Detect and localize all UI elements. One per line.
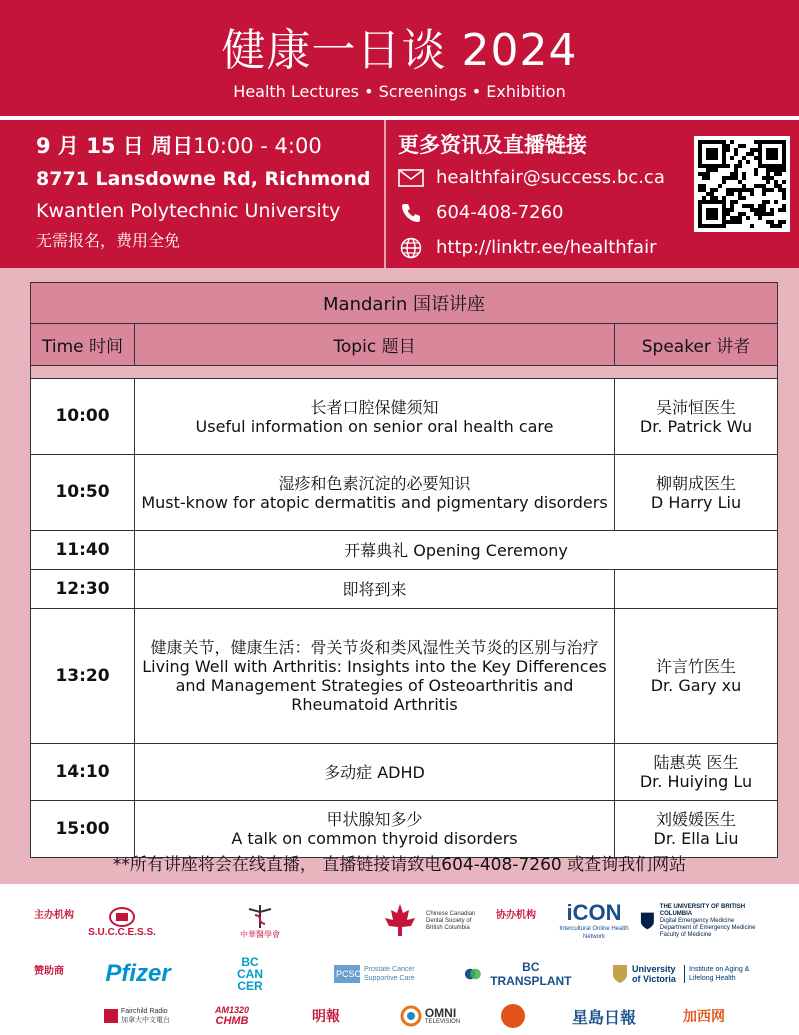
fairchild-zh: 加拿大中文電台 [121,1017,170,1024]
speaker-cell [615,609,778,744]
sponsor-area [0,884,799,1035]
uvic-crest-icon [612,964,628,984]
speaker-cell [615,744,778,801]
speaker-en: Dr. Huiying Lu [639,772,753,791]
omni-tv: TELEVISION [424,1018,461,1025]
speaker-cell [615,455,778,531]
caduceus-icon [245,903,275,929]
event-title: 健康一日谈 2024 [221,25,578,76]
pfizer-name: Pfizer [105,960,171,987]
chinese-medical-society-logo [228,898,292,944]
event-info [0,120,799,268]
bc-transplant-name: BC TRANSPLANT [490,960,572,988]
topic-zh: 湿疹和色素沉淀的必要知识 [278,473,471,493]
pcsc-mark: PCSC [334,965,360,983]
website-contact[interactable] [398,230,688,265]
table-row [31,570,778,609]
more-info-title: 更多资讯及直播链接 [398,133,587,157]
event-date: 9 月 15 日 周日 [36,134,194,158]
cms-name: 中華醫學會 [240,929,280,939]
bc-transplant-logo [464,960,576,988]
speaker-en: Dr. Gary xu [650,676,742,695]
speaker-cell [615,379,778,455]
dental-society-logo [380,898,490,944]
livestream-note: **所有讲座将会在线直播， 直播链接请致电604-408-7260 或查询我们网站 [112,855,687,875]
time-cell: 10:00 [31,379,135,455]
table-row [31,531,778,570]
topic-cell [135,609,615,744]
table-row [31,379,778,455]
bc-cancer-name: BC CAN CER [237,955,263,993]
jiaxi-logo [676,1002,732,1030]
speaker-cell [615,570,778,609]
ubc-text [660,904,770,939]
icon-network-logo [558,898,630,944]
speaker-zh: 吴沛恒医生 [656,397,737,417]
event-address: 8771 Lansdowne Rd, Richmond [36,168,371,190]
speaker-zh: 许言竹医生 [656,657,737,676]
topic-zh: 健康关节，健康生活：骨关节炎和类风湿性关节炎的区别与治疗 [150,638,599,657]
speaker-en: D Harry Liu [650,492,742,512]
pcsc-name: Prostate Cancer Supportive Care [364,966,415,982]
table-caption-row [31,283,778,324]
speaker-zh: 陆惠英 医生 [653,753,739,772]
sing-tao-logo [568,1002,640,1030]
time-cell: 12:30 [31,570,135,609]
email-link[interactable]: healthfair@success.bc.ca [436,167,665,188]
dental-society-name: Chinese Canadian Dental Society of British Columbia [426,910,476,931]
pcsc-logo [334,960,444,988]
topic-cell: 即将到来 [135,570,615,609]
time-cell: 10:50 [31,455,135,531]
topic-en: Living Well with Arthritis: Insights into the Key Differences and Management Strategies of Osteoarthritis and Rheumatoid Arthritis [142,657,607,714]
ubc-logo [640,898,770,944]
fairchild-text [121,1007,170,1025]
email-contact[interactable] [398,160,688,195]
success-logo [82,900,162,944]
topic-en: A talk on common thyroid disorders [231,829,518,848]
omni-icon [400,1005,422,1027]
ubc-unit: Digital Emergency Medicine [659,917,735,924]
info-divider [384,120,386,268]
table-row [31,609,778,744]
omni-logo [390,1002,470,1030]
qr-code-icon[interactable] [694,136,790,232]
event-subtitle: Health Lectures • Screenings • Exhibition [233,82,566,101]
speaker-zh: 柳朝成医生 [656,473,737,493]
bc-cancer-logo [226,952,274,996]
icon-wordmark: iCON [566,900,622,925]
speaker-en: Dr. Patrick Wu [639,416,753,436]
phone-number[interactable]: 604-408-7260 [436,202,564,223]
omni-text [425,1007,460,1026]
omni-name: OMNI [424,1005,457,1020]
co-organizer-label: 协办机构 [496,910,536,921]
speaker-en: Dr. Ella Liu [653,829,739,848]
success-emblem-icon [109,907,135,927]
fairchild-radio-logo [104,1002,190,1030]
ming-pao-logo [302,1002,350,1030]
am1320-logo [204,1000,260,1032]
success-name: S.U.C.C.E.S.S. [88,926,156,938]
column-header-time: Time 时间 [31,324,135,366]
event-date-time [36,132,370,160]
maple-leaf-icon [380,901,420,941]
topic-en: Must-know for atopic dermatitis and pigmentary disorders [141,492,608,512]
table-caption: Mandarin 国语讲座 [31,283,778,324]
topic-cell [135,801,615,858]
media-badge-icon [500,1003,526,1029]
table-row [31,744,778,801]
event-time: 10:00 - 4:00 [193,134,322,158]
website-link[interactable]: http://linktr.ee/healthfair [436,237,657,258]
registration-note: 无需报名，费用全免 [36,231,181,250]
organizer-label: 主办机构 [34,910,74,921]
time-cell: 15:00 [31,801,135,858]
time-cell: 14:10 [31,744,135,801]
am1320-name: AM1320 [214,1004,250,1015]
topic-cell: 多动症 ADHD [135,744,615,801]
event-venue: Kwantlen Polytechnic University [36,200,341,222]
ubc-name: THE UNIVERSITY OF BRITISH COLUMBIA [659,903,746,917]
fairchild-name: Fairchild Radio [121,1008,168,1015]
uvic-institute: Institute on Aging & Lifelong Health [684,965,768,983]
topic-zh: 长者口腔保健须知 [310,397,439,417]
table-header-row [31,324,778,366]
globe-icon [398,237,424,259]
time-cell: 13:20 [31,609,135,744]
ming-pao-name: 明報 [312,1008,340,1024]
table-row [31,801,778,858]
spacer-cell [31,366,778,379]
mail-icon [398,167,424,189]
fairchild-icon [104,1009,118,1023]
table-row [31,455,778,531]
speaker-zh: 刘媛媛医生 [656,810,737,829]
topic-cell: 开幕典礼 Opening Ceremony [135,531,778,570]
time-cell: 11:40 [31,531,135,570]
pfizer-logo [92,956,184,992]
topic-zh: 甲状腺知多少 [326,810,423,829]
ubc-faculty: Faculty of Medicine [659,931,712,938]
topic-cell [135,455,615,531]
column-header-topic: Topic 题目 [135,324,615,366]
speaker-cell [615,801,778,858]
event-header [0,0,799,116]
sponsor-label: 赞助商 [34,966,64,977]
jiaxi-name: 加西网 [683,1008,725,1024]
chmb-name: CHMB [215,1014,249,1027]
topic-cell [135,379,615,455]
bc-transplant-icon [464,964,482,984]
contact-block [398,130,688,265]
uvic-logo [612,958,772,990]
sing-tao-name: 星島日報 [571,1009,636,1027]
lecture-schedule-table [30,282,778,858]
media-badge-logo [498,1002,528,1030]
uvic-name: University of Victoria [632,964,676,984]
event-details [36,132,370,252]
icon-tagline: Intercultural Online Health Network [559,926,629,940]
topic-en: Useful information on senior oral health care [195,416,554,436]
column-header-speaker: Speaker 讲者 [615,324,778,366]
ubc-crest-icon [640,911,655,931]
phone-contact[interactable] [398,195,688,230]
ubc-department: Department of Emergency Medicine [659,924,756,931]
table-spacer [31,366,778,379]
phone-icon [398,202,424,224]
